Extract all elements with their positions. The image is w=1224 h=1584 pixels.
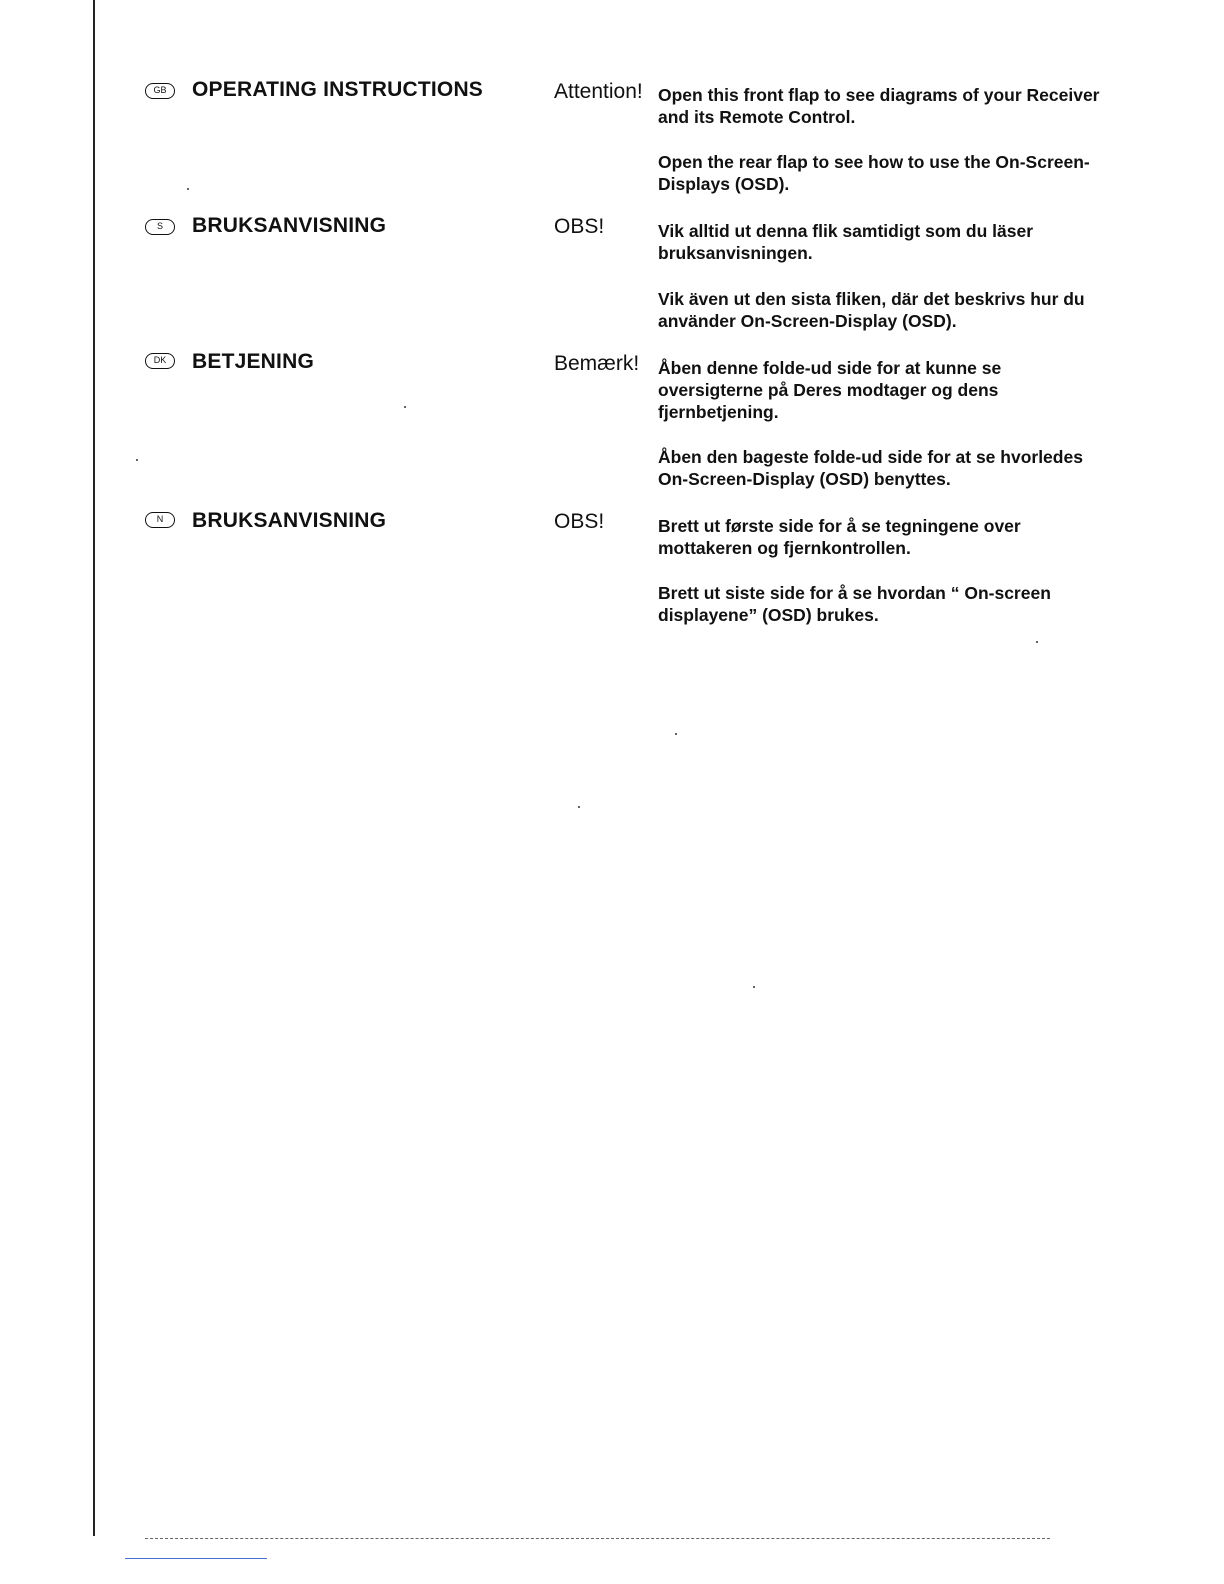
country-badge-dk: DK [145, 353, 175, 369]
scan-speck [578, 806, 580, 808]
scan-speck [753, 986, 755, 988]
country-badge-gb: GB [145, 83, 175, 99]
paragraph-n-rear-flap: Brett ut siste side for å se hvordan “ On-screen displayene” (OSD) brukes. [658, 583, 1051, 625]
scan-speck [1036, 641, 1038, 643]
scan-speck [675, 733, 677, 735]
notice-label-s: OBS! [554, 215, 605, 238]
paragraph-s-front-flap: Vik alltid ut denna flik samtidigt som du läser bruksanvisningen. [658, 221, 1034, 263]
notice-label-dk: Bemærk! [554, 352, 640, 375]
paragraph-n-front-flap: Brett ut første side for å se tegningene over mottakeren og fjernkontrollen. [658, 516, 1021, 558]
binding-edge-line [93, 0, 95, 1536]
paragraph-gb-rear-flap: Open the rear flap to see how to use the On-Screen-Displays (OSD). [658, 152, 1090, 194]
scan-speck [136, 459, 138, 461]
country-badge-n: N [145, 512, 175, 528]
notice-label-gb: Attention! [554, 80, 643, 103]
section-title-dk: BETJENING [192, 350, 314, 373]
corner-scan-mark [125, 1558, 267, 1559]
paragraph-dk-rear-flap: Åben den bageste folde-ud side for at se hvorledes On-Screen-Display (OSD) benyttes. [658, 447, 1083, 489]
footer-dashed-rule [145, 1538, 1050, 1539]
country-badge-s: S [145, 219, 175, 235]
section-title-s: BRUKSANVISNING [192, 214, 387, 237]
section-title-n: BRUKSANVISNING [192, 509, 387, 532]
paragraph-gb-front-flap: Open this front flap to see diagrams of your Receiver and its Remote Control. [658, 85, 1100, 127]
paragraph-s-rear-flap: Vik även ut den sista fliken, där det beskrivs hur du använder On-Screen-Display (OSD). [658, 289, 1085, 331]
notice-label-n: OBS! [554, 510, 605, 533]
scan-speck [187, 188, 189, 190]
section-title-gb: OPERATING INSTRUCTIONS [192, 78, 484, 101]
paragraph-dk-front-flap: Åben denne folde-ud side for at kunne se oversigterne på Deres modtager og dens fjernbetjening. [658, 358, 1002, 422]
scan-speck [404, 406, 406, 408]
